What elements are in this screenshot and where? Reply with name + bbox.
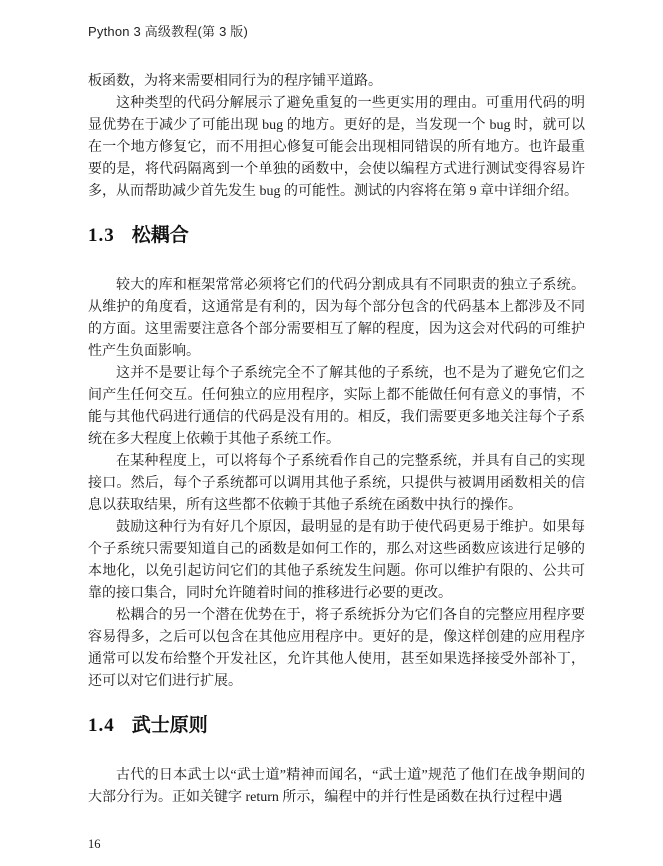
section-heading [88,713,585,739]
section-title: 松耦合 [131,225,189,246]
paragraph: 在某种程度上，可以将每个子系统看作自己的完整系统，并具有自己的实现接口。然后，每个子系统都可以调用其他子系统，只提供与被调用函数相关的信息以获取结果，所有这些都不依赖于其他子系统在函数中执行的操作。 [88,454,585,513]
paragraph: 松耦合的另一个潜在优势在于，将子系统拆分为它们各自的完整应用程序要容易得多，之后可以包含在其他应用程序中。更好的是，像这样创建的应用程序通常可以发布给整个开发社区，允许其他人使用，甚至如果选择接受外部补丁，还可以对它们进行扩展。 [88,608,585,689]
section-heading [88,223,585,249]
section-title: 武士原则 [131,715,208,736]
page-body [88,71,585,809]
section-number: 1.4 [88,715,115,736]
page-number: 16 [88,837,101,851]
running-header: Python 3 高级教程(第 3 版) [88,24,249,39]
section-number: 1.3 [88,225,115,246]
paragraph: 鼓励这种行为有好几个原因，最明显的是有助于使代码更易于维护。如果每个子系统只需要知道自己的函数是如何工作的，那么对这些函数应该进行足够的本地化，以免引起访问它们的其他子系统发生问题。你可以维护有限的、公共可靠的接口集合，同时允许随着时间的推移进行必要的更改。 [88,520,585,601]
paragraph: 古代的日本武士以“武士道”精神而闻名，“武士道”规范了他们在战争期间的大部分行为。正如关键字 return 所示，编程中的并行性是函数在执行过程中遇 [88,768,585,805]
paragraph: 这并不是要让每个子系统完全不了解其他的子系统，也不是为了避免它们之间产生任何交互。任何独立的应用程序，实际上都不能做任何有意义的事情，不能与其他代码进行通信的代码是没有用的。相反，我们需要更多地关注每个子系统在多大程度上依赖于其他子系统工作。 [88,366,585,447]
paragraph: 板函数，为将来需要相同行为的程序铺平道路。 [88,74,382,89]
paragraph: 较大的库和框架常常必须将它们的代码分割成具有不同职责的独立子系统。从维护的角度看，这通常是有利的，因为每个部分包含的代码基本上都涉及不同的方面。这里需要注意各个部分需要相互了解的程度，因为这会对代码的可维护性产生负面影响。 [88,278,585,359]
paragraph: 这种类型的代码分解展示了避免重复的一些更实用的理由。可重用代码的明显优势在于减少了可能出现 bug 的地方。更好的是，当发现一个 bug 时，就可以在一个地方修复它，而不用担心修复可能会出现相同错误的所有地方。也许最重要的是，将代码隔离到一个单独的函数中，会使以编程方式进行测试变得容易许多，从而帮助减少首先发生 bug 的可能性。测试的内容将在第 9 章中详细介绍。 [88,96,585,199]
